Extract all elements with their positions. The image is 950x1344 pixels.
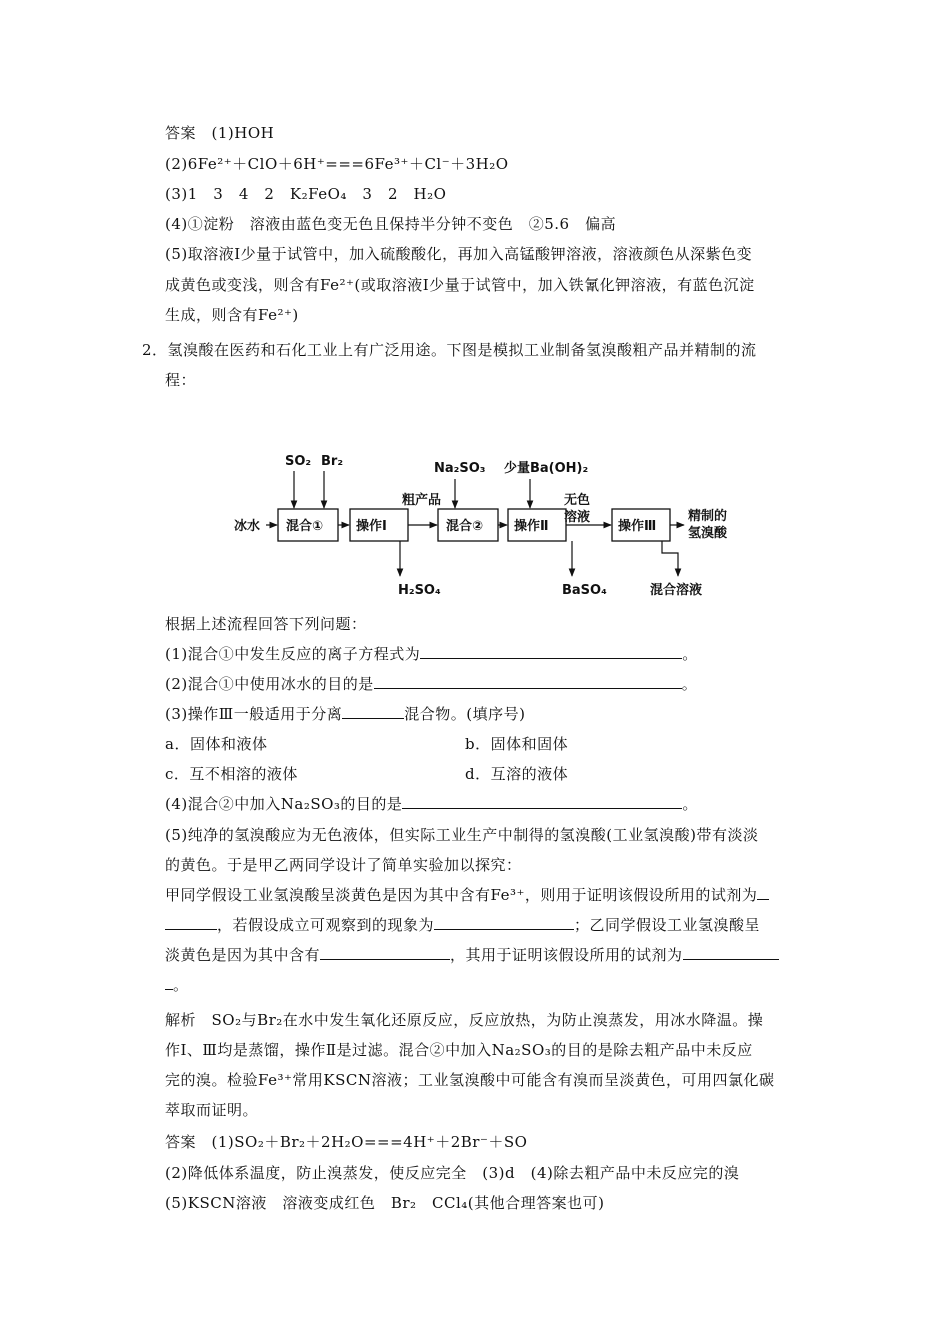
label-na2so3: Na₂SO₃ xyxy=(434,461,486,476)
answer-blank-3[interactable] xyxy=(342,704,404,719)
label-baoh2: 少量Ba(OH)₂ xyxy=(504,461,589,476)
answer1-p4: (4)①淀粉 溶液由蓝色变无色且保持半分钟不变色 ②5.6 偏高 xyxy=(165,215,617,233)
option-a: a．固体和液体 xyxy=(165,735,268,753)
answer-blank-5b[interactable] xyxy=(434,915,574,930)
answer-blank-5a[interactable] xyxy=(165,915,217,930)
option-b: b．固体和固体 xyxy=(465,735,569,753)
label-op3: 操作Ⅲ xyxy=(618,519,657,534)
answer2-line2: (2)降低体系温度，防止溴蒸发，使反应完全 (3)d (4)除去粗产品中未反应完的溴 xyxy=(165,1164,740,1182)
question-5-line6-period: 。 xyxy=(173,976,189,994)
analysis-line2: 作Ⅰ、Ⅲ均是蒸馏，操作Ⅱ是过滤。混合②中加入Na₂SO₃的目的是除去粗产品中未反应 xyxy=(165,1041,753,1059)
arrow-mixed-solution xyxy=(662,541,678,576)
answer1-p3: (3)1 3 4 2 K₂FeO₄ 3 2 H₂O xyxy=(165,185,447,203)
question-5-line4-text-a: ，若假设成立可观察到的现象为 xyxy=(217,916,435,934)
question-5-line4-text-b: ；乙同学假设工业氢溴酸呈 xyxy=(574,916,761,934)
answer-blank-5d[interactable] xyxy=(683,945,779,960)
questions-intro: 根据上述流程回答下列问题： xyxy=(165,615,367,633)
label-colorless-2: 溶液 xyxy=(564,510,591,525)
answer1-p5-line2: 成黄色或变浅，则含有Fe²⁺(或取溶液Ⅰ少量于试管中，加入铁氰化钾溶液，有蓝色沉淀 xyxy=(165,276,755,294)
question-1 xyxy=(165,644,698,664)
answer1-p5-line1: (5)取溶液Ⅰ少量于试管中，加入硫酸酸化，再加入高锰酸钾溶液，溶液颜色从深紫色变 xyxy=(165,245,753,263)
question-5-line5 xyxy=(165,945,779,965)
label-colorless-1: 无色 xyxy=(564,493,591,508)
label-mixed-solution: 混合溶液 xyxy=(650,583,703,598)
question-1-text: (1)混合①中发生反应的离子方程式为 xyxy=(165,645,421,663)
question-5-line3-text: 甲同学假设工业氢溴酸呈淡黄色是因为其中含有Fe³⁺，则用于证明该假设所用的试剂为 xyxy=(165,886,758,904)
label-crude: 粗产品 xyxy=(402,493,442,508)
label-h2so4: H₂SO₄ xyxy=(398,583,441,598)
answer2-line1: 答案 (1)SO₂＋Br₂＋2H₂O===4H⁺＋2Br⁻＋SO xyxy=(165,1133,528,1151)
answer1-p2: (2)6Fe²⁺＋ClO＋6H⁺===6Fe³⁺＋Cl⁻＋3H₂O xyxy=(165,155,509,173)
analysis-line4: 萃取而证明。 xyxy=(165,1101,259,1119)
answer-blank-1[interactable] xyxy=(420,644,682,659)
question-5-line3 xyxy=(165,885,769,905)
question-3-text-b: 混合物。(填序号) xyxy=(404,705,526,723)
label-refined-1: 精制的 xyxy=(688,509,728,524)
answer-blank-5a-start[interactable] xyxy=(757,885,769,900)
question-5-line5-text-a: 淡黄色是因为其中含有 xyxy=(165,946,321,964)
label-so2: SO₂ xyxy=(285,454,312,469)
answer-blank-4[interactable] xyxy=(402,794,682,809)
options-row-1 xyxy=(165,734,645,754)
answer-blank-5d-end[interactable] xyxy=(165,975,173,990)
answer-blank-5c[interactable] xyxy=(320,945,450,960)
question2-line1: 2．氢溴酸在医药和石化工业上有广泛用途。下图是模拟工业制备氢溴酸粗产品并精制的流 xyxy=(142,341,757,359)
question2-line2: 程： xyxy=(165,371,197,389)
label-refined-2: 氢溴酸 xyxy=(688,526,728,541)
question-1-period: 。 xyxy=(682,645,698,663)
label-baso4: BaSO₄ xyxy=(562,583,607,598)
question-3-text-a: (3)操作Ⅲ一般适用于分离 xyxy=(165,705,343,723)
answer1-p1: (1)HOH xyxy=(211,124,275,142)
option-c: c．互不相溶的液体 xyxy=(165,765,298,783)
answer-label: 答案 xyxy=(165,124,197,142)
question-5-line4 xyxy=(165,915,760,935)
question-4 xyxy=(165,794,698,814)
analysis-line1: 解析 SO₂与Br₂在水中发生氧化还原反应，反应放热，为防止溴蒸发，用冰水降温。操 xyxy=(165,1011,764,1029)
answer2-line3: (5)KSCN溶液 溶液变成红色 Br₂ CCl₄(其他合理答案也可) xyxy=(165,1194,605,1212)
label-mix1: 混合① xyxy=(286,519,324,534)
label-op1: 操作Ⅰ xyxy=(356,519,387,534)
question-5-line6 xyxy=(165,975,189,995)
label-ice-water: 冰水 xyxy=(234,519,261,534)
question-4-period: 。 xyxy=(682,795,698,813)
options-row-2 xyxy=(165,764,645,784)
analysis-line3: 完的溴。检验Fe³⁺常用KSCN溶液；工业氢溴酸中可能含有溴而呈淡黄色，可用四氯化碳 xyxy=(165,1071,775,1089)
label-op2: 操作Ⅱ xyxy=(514,519,549,534)
question-4-text: (4)混合②中加入Na₂SO₃的目的是 xyxy=(165,795,403,813)
question-5-line1: (5)纯净的氢溴酸应为无色液体，但实际工业生产中制得的氢溴酸(工业氢溴酸)带有淡淡 xyxy=(165,826,759,844)
answer-blank-2[interactable] xyxy=(374,674,682,689)
question-2-period: 。 xyxy=(681,675,698,693)
question-5-line2: 的黄色。于是甲乙两同学设计了简单实验加以探究： xyxy=(165,856,522,874)
question-2 xyxy=(165,674,697,694)
option-d: d．互溶的液体 xyxy=(465,765,569,783)
process-flow-diagram xyxy=(232,447,752,607)
answer1-line1 xyxy=(165,123,274,143)
label-mix2: 混合② xyxy=(446,519,484,534)
label-br2: Br₂ xyxy=(321,454,344,469)
answer1-p5-line3: 生成，则含有Fe²⁺) xyxy=(165,306,299,324)
question-5-line5-text-b: ，其用于证明该假设所用的试剂为 xyxy=(450,946,683,964)
question-3 xyxy=(165,704,525,724)
question-2-text: (2)混合①中使用冰水的目的是 xyxy=(165,675,374,693)
